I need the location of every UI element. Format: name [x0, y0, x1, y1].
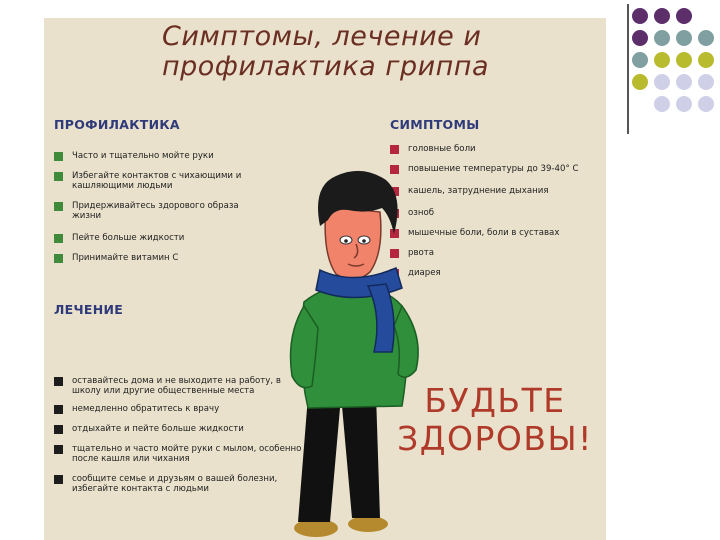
- list-item: головные боли: [390, 144, 590, 154]
- decorative-dot: [676, 96, 692, 112]
- bullet-icon: [54, 475, 63, 484]
- decorative-dot: [632, 74, 648, 90]
- list-item: Пейте больше жидкости: [54, 233, 254, 243]
- decorative-dot: [654, 52, 670, 68]
- list-item: сообщите семье и друзьям о вашей болезни, избегайте контакта с людьми: [54, 474, 312, 494]
- bullet-icon: [54, 172, 63, 181]
- list-item: тщательно и часто мойте руки с мылом, особенно после кашля или чихания: [54, 444, 312, 464]
- symptoms-heading: СИМПТОМЫ: [390, 117, 480, 132]
- bullet-icon: [54, 254, 63, 263]
- bullet-icon: [54, 377, 63, 386]
- list-item: Избегайте контактов с чихающими и кашляющими людьми: [54, 171, 254, 191]
- decorative-dot: [654, 96, 670, 112]
- decorative-dot: [676, 8, 692, 24]
- prevention-heading: ПРОФИЛАКТИКА: [54, 117, 180, 132]
- list-item: диарея: [390, 268, 590, 278]
- list-item: рвота: [390, 248, 590, 258]
- decorative-dot: [654, 74, 670, 90]
- bullet-icon: [54, 234, 63, 243]
- list-item: мышечные боли, боли в суставах: [390, 228, 590, 238]
- decorative-dot: [654, 8, 670, 24]
- bullet-icon: [54, 152, 63, 161]
- decorative-dot: [698, 52, 714, 68]
- flu-poster: [44, 18, 606, 540]
- list-item: Придерживайтесь здорового образа жизни: [54, 201, 254, 221]
- bullet-icon: [390, 145, 399, 154]
- decorative-dot: [698, 96, 714, 112]
- bullet-icon: [54, 425, 63, 434]
- face: [325, 206, 381, 280]
- decorative-dot: [698, 74, 714, 90]
- sick-person-illustration: [256, 156, 426, 540]
- prevention-list: [54, 151, 254, 263]
- decorative-divider: [627, 4, 629, 134]
- decorative-dot: [698, 30, 714, 46]
- bullet-icon: [54, 445, 63, 454]
- poster-title: Симптомы, лечение и профилактика гриппа: [162, 21, 489, 82]
- list-item: кашель, затруднение дыхания: [390, 186, 590, 196]
- list-item: оставайтесь дома и не выходите на работу, в школу или другие общественные места: [54, 376, 312, 396]
- bullet-icon: [54, 405, 63, 414]
- treatment-heading: ЛЕЧЕНИЕ: [54, 302, 124, 317]
- list-item: отдыхайте и пейте больше жидкости: [54, 424, 312, 434]
- decorative-dot: [676, 74, 692, 90]
- list-item: Принимайте витамин С: [54, 253, 254, 263]
- decorative-dot: [654, 30, 670, 46]
- decorative-dot: [632, 8, 648, 24]
- decorative-squares: [628, 6, 718, 136]
- decorative-dot: [632, 52, 648, 68]
- bullet-icon: [54, 202, 63, 211]
- decorative-dot: [676, 52, 692, 68]
- decorative-dot: [676, 30, 692, 46]
- list-item: Часто и тщательно мойте руки: [54, 151, 254, 161]
- list-item: озноб: [390, 208, 590, 218]
- list-item: повышение температуры до 39-40° С: [390, 164, 590, 174]
- slogan-text: БУДЬТЕ ЗДОРОВЫ!: [397, 381, 593, 458]
- decorative-dot: [632, 30, 648, 46]
- list-item: немедленно обратитесь к врачу: [54, 404, 312, 414]
- legs: [298, 394, 380, 522]
